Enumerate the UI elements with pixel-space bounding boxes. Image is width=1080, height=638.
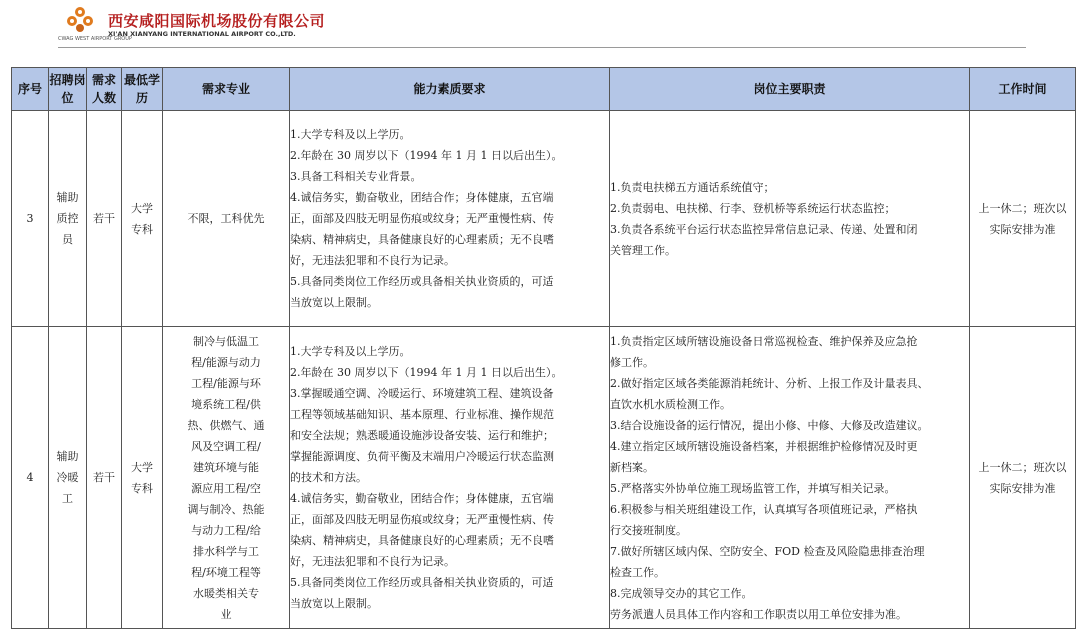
requirement-line: 的技术和方法。 [290, 471, 367, 484]
position-line: 员 [62, 233, 73, 246]
table-header-row [12, 68, 1076, 111]
hours-line: 上一休二；班次以 [978, 460, 1067, 474]
logo-subtitle: CWAG WEST AIRPORT GROUP [58, 36, 132, 42]
requirement-line: 4.诚信务实，勤奋敬业，团结合作；身体健康，五官端 [290, 492, 554, 505]
duties-cell [610, 327, 970, 629]
hours-cell [970, 111, 1076, 327]
education-cell [122, 327, 163, 629]
duties-cell [610, 111, 970, 327]
requirement-line: 正，面部及四肢无明显伤痕或纹身；无严重慢性病、传 [290, 513, 554, 526]
table-row [12, 327, 1076, 629]
duty-line: 行交接班制度。 [610, 523, 687, 537]
requirement-line: 当放宽以上限制。 [290, 597, 378, 610]
position-line: 质控 [56, 212, 79, 225]
duty-line: 劳务派遣人员具体工作内容和工作职责以用工单位安排为准。 [610, 607, 907, 621]
count-cell: 若干 [87, 111, 122, 327]
duty-line: 1.负责电扶梯五方通话系统值守； [610, 180, 775, 194]
duty-line: 5.严格落实外协单位施工现场监管工作，并填写相关记录。 [610, 481, 896, 495]
requirements-cell [290, 327, 610, 629]
requirement-line: 2.年龄在 30 周岁以下（1994 年 1 月 1 日以后出生）。 [290, 366, 563, 379]
col-header-hours: 工作时间 [970, 68, 1076, 111]
education-line: 专科 [131, 481, 153, 495]
requirement-line: 当放宽以上限制。 [290, 296, 378, 309]
education-line: 专科 [131, 222, 153, 236]
count-cell: 若干 [87, 327, 122, 629]
col-header-education: 最低学历 [122, 68, 163, 111]
col-header-major: 需求专业 [163, 68, 290, 111]
requirements-cell [290, 111, 610, 327]
hours-line: 上一休二；班次以 [978, 201, 1067, 215]
hours-cell [970, 327, 1076, 629]
table-row [12, 111, 1076, 327]
duty-line: 检查工作。 [610, 565, 665, 579]
duty-line: 关管理工作。 [610, 243, 676, 257]
major-line: 风及空调工程/ [191, 439, 261, 453]
requirement-line: 2.年龄在 30 周岁以下（1994 年 1 月 1 日以后出生）。 [290, 149, 563, 162]
duty-line: 3.负责各系统平台运行状态监控异常信息记录、传递、处置和闭 [610, 222, 918, 236]
position-line: 辅助 [56, 191, 79, 204]
requirement-line: 4.诚信务实，勤奋敬业，团结合作；身体健康，五官端 [290, 191, 554, 204]
major-line: 水暖类相关专 [193, 586, 259, 600]
duty-line: 2.负责弱电、电扶梯、行李、登机桥等系统运行状态监控； [610, 201, 896, 215]
hours-line: 实际安排为准 [989, 481, 1056, 495]
requirement-line: 1.大学专科及以上学历。 [290, 345, 411, 358]
position-cell [49, 111, 87, 327]
requirement-line: 好，无违法犯罪和不良行为记录。 [290, 555, 455, 568]
recruitment-table [11, 67, 1076, 629]
major-line: 境系统工程/供 [191, 397, 261, 411]
major-cell [163, 111, 290, 327]
requirement-line: 1.大学专科及以上学历。 [290, 128, 411, 141]
major-line: 热、供燃气、通 [187, 418, 265, 432]
duty-line: 2.做好指定区域各类能源消耗统计、分析、上报工作及计量表具、 [610, 376, 929, 390]
education-line: 大学 [131, 201, 153, 215]
duty-line: 直饮水机水质检测工作。 [610, 397, 731, 411]
major-line: 源应用工程/空 [191, 481, 261, 495]
requirement-line: 和安全法规；熟悉暖通设施涉设备安装、运行和维护； [290, 429, 554, 442]
major-line: 调与制冷、热能 [187, 502, 265, 516]
major-line: 程/环境工程等 [191, 565, 261, 579]
duty-line: 6.积极参与相关班组建设工作，认真填写各项值班记录，严格执 [610, 502, 918, 516]
major-line: 排水科学与工 [193, 544, 259, 558]
duty-line: 新档案。 [610, 460, 654, 474]
company-name-en: XI'AN XIANYANG INTERNATIONAL AIRPORT CO.,LTD. [108, 30, 296, 38]
col-header-position: 招聘岗位 [49, 68, 87, 111]
requirement-line: 5.具备同类岗位工作经历或具备相关执业资质的，可适 [290, 275, 554, 288]
major-line: 制冷与低温工 [193, 334, 259, 348]
education-line: 大学 [131, 460, 153, 474]
requirement-line: 掌握能源调度、负荷平衡及末端用户冷暖运行状态监测 [290, 450, 554, 463]
major-cell [163, 327, 290, 629]
requirement-line: 5.具备同类岗位工作经历或具备相关执业资质的，可适 [290, 576, 554, 589]
major-line: 建筑环境与能 [193, 460, 259, 474]
company-name-cn: 西安咸阳国际机场股份有限公司 [108, 12, 326, 30]
duty-line: 4.建立指定区域所辖设施设备档案，并根据维护检修情况及时更 [610, 439, 918, 453]
major-line: 程/能源与动力 [191, 355, 261, 369]
position-line: 工 [62, 492, 73, 505]
requirement-line: 染病、精神病史，具备健康良好的心理素质；无不良嗜 [290, 233, 554, 246]
position-cell [49, 327, 87, 629]
seq-cell: 3 [12, 111, 49, 327]
duty-line: 修工作。 [610, 355, 654, 369]
position-line: 冷暖 [56, 471, 79, 484]
requirement-line: 正，面部及四肢无明显伤痕或纹身；无严重慢性病、传 [290, 212, 554, 225]
header-divider [58, 47, 1026, 48]
letterhead [58, 4, 1038, 46]
requirement-line: 染病、精神病史，具备健康良好的心理素质；无不良嗜 [290, 534, 554, 547]
duty-line: 7.做好所辖区域内保、空防安全、FOD 检查及风险隐患排查治理 [610, 544, 925, 558]
duty-line: 1.负责指定区域所辖设施设备日常巡视检查、维护保养及应急抢 [610, 334, 918, 348]
major-line: 业 [220, 607, 232, 621]
requirement-line: 好，无违法犯罪和不良行为记录。 [290, 254, 455, 267]
duty-line: 3.结合设施设备的运行情况，提出小修、中修、大修及改造建议。 [610, 418, 929, 432]
col-header-seq: 序号 [12, 68, 49, 111]
col-header-duties: 岗位主要职责 [610, 68, 970, 111]
seq-cell: 4 [12, 327, 49, 629]
position-line: 辅助 [56, 450, 79, 463]
education-cell [122, 111, 163, 327]
duty-line: 8.完成领导交办的其它工作。 [610, 586, 753, 600]
major-line: 不限，工科优先 [187, 212, 265, 225]
requirement-line: 工程等领域基础知识、基本原理、行业标准、操作规范 [290, 408, 554, 421]
col-header-count: 需求人数 [87, 68, 122, 111]
major-line: 与动力工程/给 [191, 523, 261, 537]
major-line: 工程/能源与环 [191, 376, 261, 390]
requirement-line: 3.具备工科相关专业背景。 [290, 170, 422, 183]
hours-line: 实际安排为准 [989, 222, 1056, 236]
col-header-requirements: 能力素质要求 [290, 68, 610, 111]
requirement-line: 3.掌握暖通空调、冷暖运行、环境建筑工程、建筑设备 [290, 387, 554, 400]
